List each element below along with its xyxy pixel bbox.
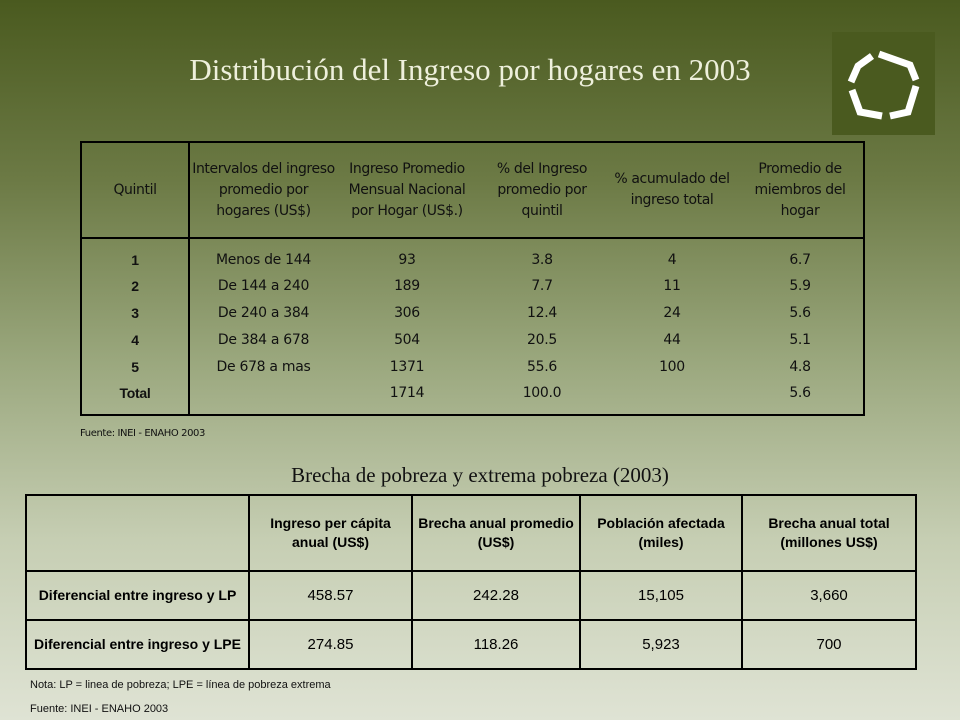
header-poblacion: Población afectada (miles) (580, 495, 742, 571)
header-brecha-promedio: Brecha anual promedio (US$) (412, 495, 580, 571)
header-ingreso-promedio: Ingreso Promedio Mensual Nacional por Hogar (US$.) (337, 142, 477, 238)
brecha-cell: 242.28 (412, 571, 580, 620)
section-subtitle: Brecha de pobreza y extrema pobreza (2003) (291, 463, 669, 487)
table-header-row (26, 495, 916, 571)
quintil-cell: 1 (81, 246, 189, 273)
table1-source: Fuente: INEI - ENAHO 2003 (80, 428, 205, 439)
table2-note: Nota: LP = linea de pobreza; LPE = línea de pobreza extrema (30, 679, 331, 691)
poblacion-cell: 5,923 (580, 620, 742, 669)
cum-pct-cell: 24 (663, 305, 681, 322)
income-cell: 504 (394, 331, 420, 348)
cum-pct-cell: 4 (667, 251, 677, 268)
income-cell: 189 (394, 278, 420, 295)
interval-cell: De 144 a 240 (217, 278, 310, 295)
interval-cell: Menos de 144 (216, 251, 311, 268)
table-row (26, 620, 916, 669)
cum-pct-cell: 100 (659, 358, 685, 375)
poverty-gap-table (25, 494, 917, 670)
quintil-cell: 4 (81, 326, 189, 353)
header-quintil: Quintil (81, 142, 189, 238)
income-distribution-table (80, 141, 865, 416)
members-cell: 5.6 (789, 385, 811, 402)
table-row (81, 353, 864, 380)
interval-cell: De 678 a mas (216, 358, 311, 375)
header-pct-acumulado: % acumulado del ingreso total (607, 142, 737, 238)
members-cell: 6.7 (789, 251, 811, 268)
members-cell: 4.8 (789, 358, 811, 375)
pct-cell: 7.7 (531, 278, 553, 295)
brecha-total-cell: 3,660 (742, 571, 916, 620)
income-cell: 1371 (389, 358, 425, 375)
ingreso-cell: 458.57 (249, 571, 412, 620)
brecha-cell: 118.26 (412, 620, 580, 669)
table-row (81, 273, 864, 300)
header-brecha-total: Brecha anual total (millones US$) (742, 495, 916, 571)
table-row-total (81, 380, 864, 407)
cum-pct-cell (607, 380, 737, 407)
row-label: Diferencial entre ingreso y LPE (26, 620, 249, 669)
income-cell: 93 (398, 251, 416, 268)
quintil-cell: 2 (81, 273, 189, 300)
header-intervalos: Intervalos del ingreso promedio por hogares (US$) (189, 142, 337, 238)
pct-cell: 3.8 (531, 251, 553, 268)
pentagon-logo-icon (832, 32, 935, 135)
quintil-cell: 3 (81, 300, 189, 327)
header-pct-ingreso: % del Ingreso promedio por quintil (477, 142, 607, 238)
brecha-total-cell: 700 (742, 620, 916, 669)
members-cell: 5.6 (789, 305, 811, 322)
interval-cell: De 384 a 678 (217, 331, 310, 348)
logo (832, 32, 935, 135)
poblacion-cell: 15,105 (580, 571, 742, 620)
page-title: Distribución del Ingreso por hogares en 2003 (189, 52, 751, 87)
cum-pct-cell: 11 (663, 278, 681, 295)
members-cell: 5.1 (789, 331, 811, 348)
header-ingreso-per-capita: Ingreso per cápita anual (US$) (249, 495, 412, 571)
interval-cell: De 240 a 384 (217, 305, 310, 322)
table-header-row (81, 142, 864, 238)
quintil-cell: Total (81, 380, 189, 407)
header-miembros: Promedio de miembros del hogar (737, 142, 864, 238)
table-row (81, 246, 864, 273)
interval-cell (189, 380, 337, 407)
table-row (81, 326, 864, 353)
header-empty (26, 495, 249, 571)
table-row (81, 300, 864, 327)
ingreso-cell: 274.85 (249, 620, 412, 669)
quintil-cell: 5 (81, 353, 189, 380)
row-label: Diferencial entre ingreso y LP (26, 571, 249, 620)
members-cell: 5.9 (789, 278, 811, 295)
pct-cell: 55.6 (527, 358, 557, 375)
income-cell: 1714 (389, 385, 425, 402)
table2-source: Fuente: INEI - ENAHO 2003 (30, 703, 169, 715)
cum-pct-cell: 44 (663, 331, 681, 348)
pct-cell: 20.5 (527, 331, 557, 348)
pct-cell: 100.0 (522, 385, 562, 402)
income-cell: 306 (394, 305, 420, 322)
pct-cell: 12.4 (527, 305, 557, 322)
table-row (26, 571, 916, 620)
